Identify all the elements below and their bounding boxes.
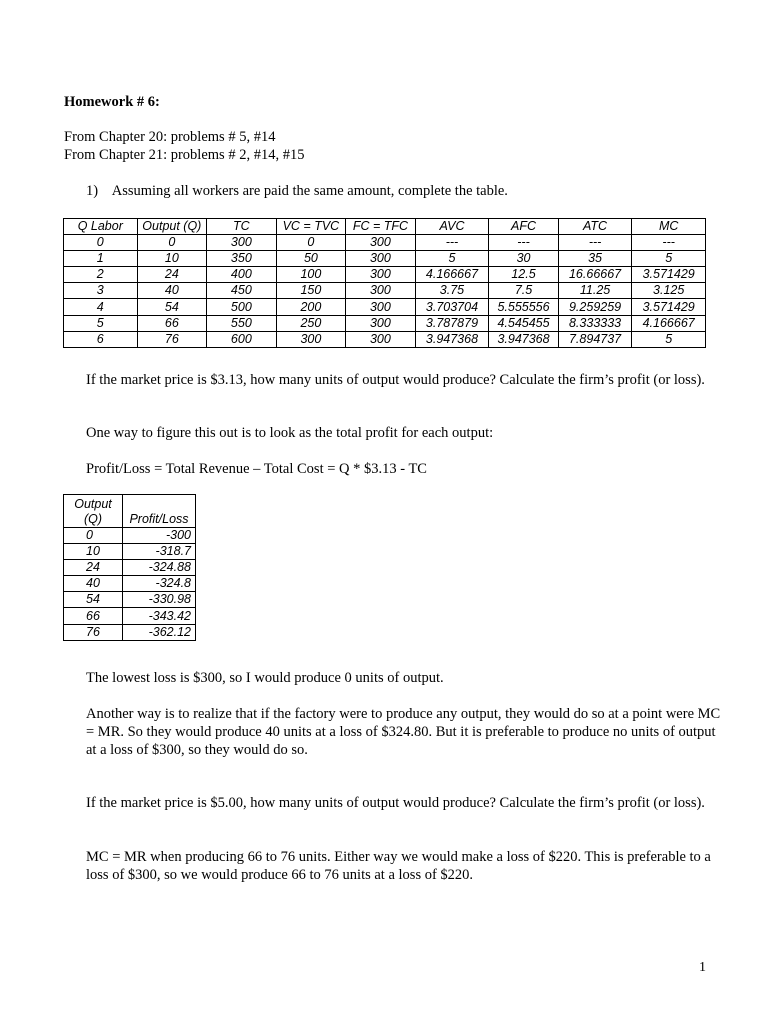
cost-table-cell: 12.5 bbox=[489, 267, 559, 283]
cost-table-row bbox=[64, 331, 706, 347]
cost-table-row bbox=[64, 299, 706, 315]
cost-table-header-cell: Q Labor bbox=[64, 219, 138, 235]
cost-table-cell: 8.333333 bbox=[558, 315, 632, 331]
cost-table-cell: 7.5 bbox=[489, 283, 559, 299]
profit-table-row bbox=[64, 576, 196, 592]
profit-table-header-profit: Profit/Loss bbox=[123, 495, 196, 528]
cost-table-cell: --- bbox=[632, 235, 706, 251]
cost-table-cell: 300 bbox=[276, 331, 346, 347]
cost-table-cell: 300 bbox=[346, 251, 416, 267]
one-way-paragraph: One way to figure this out is to look as the total profit for each output: bbox=[86, 425, 494, 441]
cost-table-cell: 0 bbox=[276, 235, 346, 251]
profit-table-output-cell: 76 bbox=[64, 624, 123, 640]
cost-table-header-cell: VC = TVC bbox=[276, 219, 346, 235]
profit-table-output-cell: 66 bbox=[64, 608, 123, 624]
page-heading: Homework # 6: bbox=[64, 94, 160, 110]
profit-table-output-cell: 24 bbox=[64, 560, 123, 576]
cost-table-row bbox=[64, 235, 706, 251]
cost-table-cell: 500 bbox=[207, 299, 277, 315]
cost-table-cell: 600 bbox=[207, 331, 277, 347]
profit-formula: Profit/Loss = Total Revenue – Total Cost = Q * $3.13 - TC bbox=[86, 461, 427, 477]
cost-table-header-cell: TC bbox=[207, 219, 277, 235]
profit-table-header-row bbox=[64, 495, 196, 528]
cost-table-cell: 35 bbox=[558, 251, 632, 267]
cost-table-cell: 0 bbox=[64, 235, 138, 251]
lowest-loss-paragraph: The lowest loss is $300, so I would produce 0 units of output. bbox=[86, 670, 444, 686]
price-500-question: If the market price is $5.00, how many units of output would produce? Calculate the firm’s profit (or loss). bbox=[86, 795, 705, 811]
cost-table-cell: 300 bbox=[346, 331, 416, 347]
cost-table-cell: 5 bbox=[632, 331, 706, 347]
profit-table-output-cell: 10 bbox=[64, 544, 123, 560]
profit-table-value-cell: -324.8 bbox=[123, 576, 196, 592]
profit-table-output-cell: 54 bbox=[64, 592, 123, 608]
profit-table-row bbox=[64, 624, 196, 640]
question-number: 1) bbox=[86, 183, 99, 199]
cost-table-cell: 5 bbox=[415, 251, 489, 267]
profit-table-row bbox=[64, 528, 196, 544]
cost-table-cell: 2 bbox=[64, 267, 138, 283]
cost-table-body bbox=[64, 235, 706, 348]
question-text: Assuming all workers are paid the same amount, complete the table. bbox=[111, 183, 508, 199]
profit-table-value-cell: -330.98 bbox=[123, 592, 196, 608]
profit-table-row bbox=[64, 592, 196, 608]
cost-table-cell: 5.555556 bbox=[489, 299, 559, 315]
cost-table-cell: 3.947368 bbox=[415, 331, 489, 347]
cost-table-cell: 76 bbox=[137, 331, 207, 347]
cost-table bbox=[63, 218, 706, 348]
cost-table-cell: 30 bbox=[489, 251, 559, 267]
cost-table-cell: 40 bbox=[137, 283, 207, 299]
cost-table-cell: 3 bbox=[64, 283, 138, 299]
cost-table-cell: 100 bbox=[276, 267, 346, 283]
cost-table-cell: --- bbox=[489, 235, 559, 251]
cost-table-cell: 50 bbox=[276, 251, 346, 267]
cost-table-cell: 1 bbox=[64, 251, 138, 267]
cost-table-cell: 16.66667 bbox=[558, 267, 632, 283]
question-1 bbox=[86, 183, 508, 200]
cost-table-cell: 66 bbox=[137, 315, 207, 331]
profit-table-value-cell: -362.12 bbox=[123, 624, 196, 640]
cost-table-cell: 7.894737 bbox=[558, 331, 632, 347]
cost-table-cell: 9.259259 bbox=[558, 299, 632, 315]
cost-table-cell: 0 bbox=[137, 235, 207, 251]
cost-table-header-cell: Output (Q) bbox=[137, 219, 207, 235]
page-number: 1 bbox=[699, 960, 706, 975]
cost-table-cell: 200 bbox=[276, 299, 346, 315]
cost-table-cell: 10 bbox=[137, 251, 207, 267]
cost-table-cell: --- bbox=[415, 235, 489, 251]
cost-table-header-cell: ATC bbox=[558, 219, 632, 235]
profit-table-row bbox=[64, 560, 196, 576]
cost-table-cell: 3.571429 bbox=[632, 267, 706, 283]
profit-table-value-cell: -324.88 bbox=[123, 560, 196, 576]
cost-table-cell: 250 bbox=[276, 315, 346, 331]
profit-table-row bbox=[64, 608, 196, 624]
profit-table-output-cell: 0 bbox=[64, 528, 123, 544]
cost-table-cell: 150 bbox=[276, 283, 346, 299]
cost-table-row bbox=[64, 251, 706, 267]
cost-table-cell: 300 bbox=[346, 267, 416, 283]
cost-table-header-row bbox=[64, 219, 706, 235]
cost-table-cell: 5 bbox=[632, 251, 706, 267]
cost-table-cell: 400 bbox=[207, 267, 277, 283]
cost-table-cell: 4.545455 bbox=[489, 315, 559, 331]
profit-table-output-cell: 40 bbox=[64, 576, 123, 592]
cost-table-header-cell: AVC bbox=[415, 219, 489, 235]
cost-table-cell: 3.125 bbox=[632, 283, 706, 299]
cost-table-cell: 300 bbox=[346, 299, 416, 315]
cost-table-row bbox=[64, 315, 706, 331]
chapter-line-21: From Chapter 21: problems # 2, #14, #15 bbox=[64, 147, 305, 163]
cost-table-cell: 4.166667 bbox=[415, 267, 489, 283]
cost-table-cell: 3.571429 bbox=[632, 299, 706, 315]
profit-table bbox=[63, 494, 196, 641]
cost-table-cell: 3.75 bbox=[415, 283, 489, 299]
profit-table-value-cell: -300 bbox=[123, 528, 196, 544]
cost-table-cell: --- bbox=[558, 235, 632, 251]
cost-table-header-cell: AFC bbox=[489, 219, 559, 235]
cost-table-cell: 24 bbox=[137, 267, 207, 283]
cost-table-cell: 3.947368 bbox=[489, 331, 559, 347]
cost-table-cell: 3.787879 bbox=[415, 315, 489, 331]
cost-table-header-cell: FC = TFC bbox=[346, 219, 416, 235]
cost-table-row bbox=[64, 267, 706, 283]
mc-mr-paragraph: MC = MR when producing 66 to 76 units. Either way we would make a loss of $220. This is preferable to a loss of $300, so we would produce 66 to 76 units at a loss of $220. bbox=[86, 849, 711, 883]
cost-table-cell: 300 bbox=[207, 235, 277, 251]
cost-table-cell: 5 bbox=[64, 315, 138, 331]
cost-table-cell: 11.25 bbox=[558, 283, 632, 299]
profit-table-row bbox=[64, 544, 196, 560]
cost-table-cell: 4.166667 bbox=[632, 315, 706, 331]
cost-table-cell: 300 bbox=[346, 235, 416, 251]
cost-table-cell: 350 bbox=[207, 251, 277, 267]
cost-table-cell: 300 bbox=[346, 315, 416, 331]
profit-table-header-output: Output (Q) bbox=[64, 495, 123, 528]
cost-table-cell: 450 bbox=[207, 283, 277, 299]
another-way-paragraph: Another way is to realize that if the factory were to produce any output, they would do so at a point were MC = MR. So they would produce 40 units at a loss of $324.80. But it is preferable to produce no units of output at a loss of $300, so they would do so. bbox=[86, 706, 721, 758]
cost-table-cell: 300 bbox=[346, 283, 416, 299]
profit-table-value-cell: -318.7 bbox=[123, 544, 196, 560]
cost-table-cell: 54 bbox=[137, 299, 207, 315]
cost-table-row bbox=[64, 283, 706, 299]
cost-table-cell: 3.703704 bbox=[415, 299, 489, 315]
cost-table-header-cell: MC bbox=[632, 219, 706, 235]
profit-table-value-cell: -343.42 bbox=[123, 608, 196, 624]
price-313-question: If the market price is $3.13, how many units of output would produce? Calculate the firm’s profit (or loss). bbox=[86, 372, 705, 388]
profit-table-body bbox=[64, 528, 196, 641]
cost-table-cell: 4 bbox=[64, 299, 138, 315]
cost-table-cell: 550 bbox=[207, 315, 277, 331]
cost-table-cell: 6 bbox=[64, 331, 138, 347]
chapter-line-20: From Chapter 20: problems # 5, #14 bbox=[64, 129, 276, 145]
